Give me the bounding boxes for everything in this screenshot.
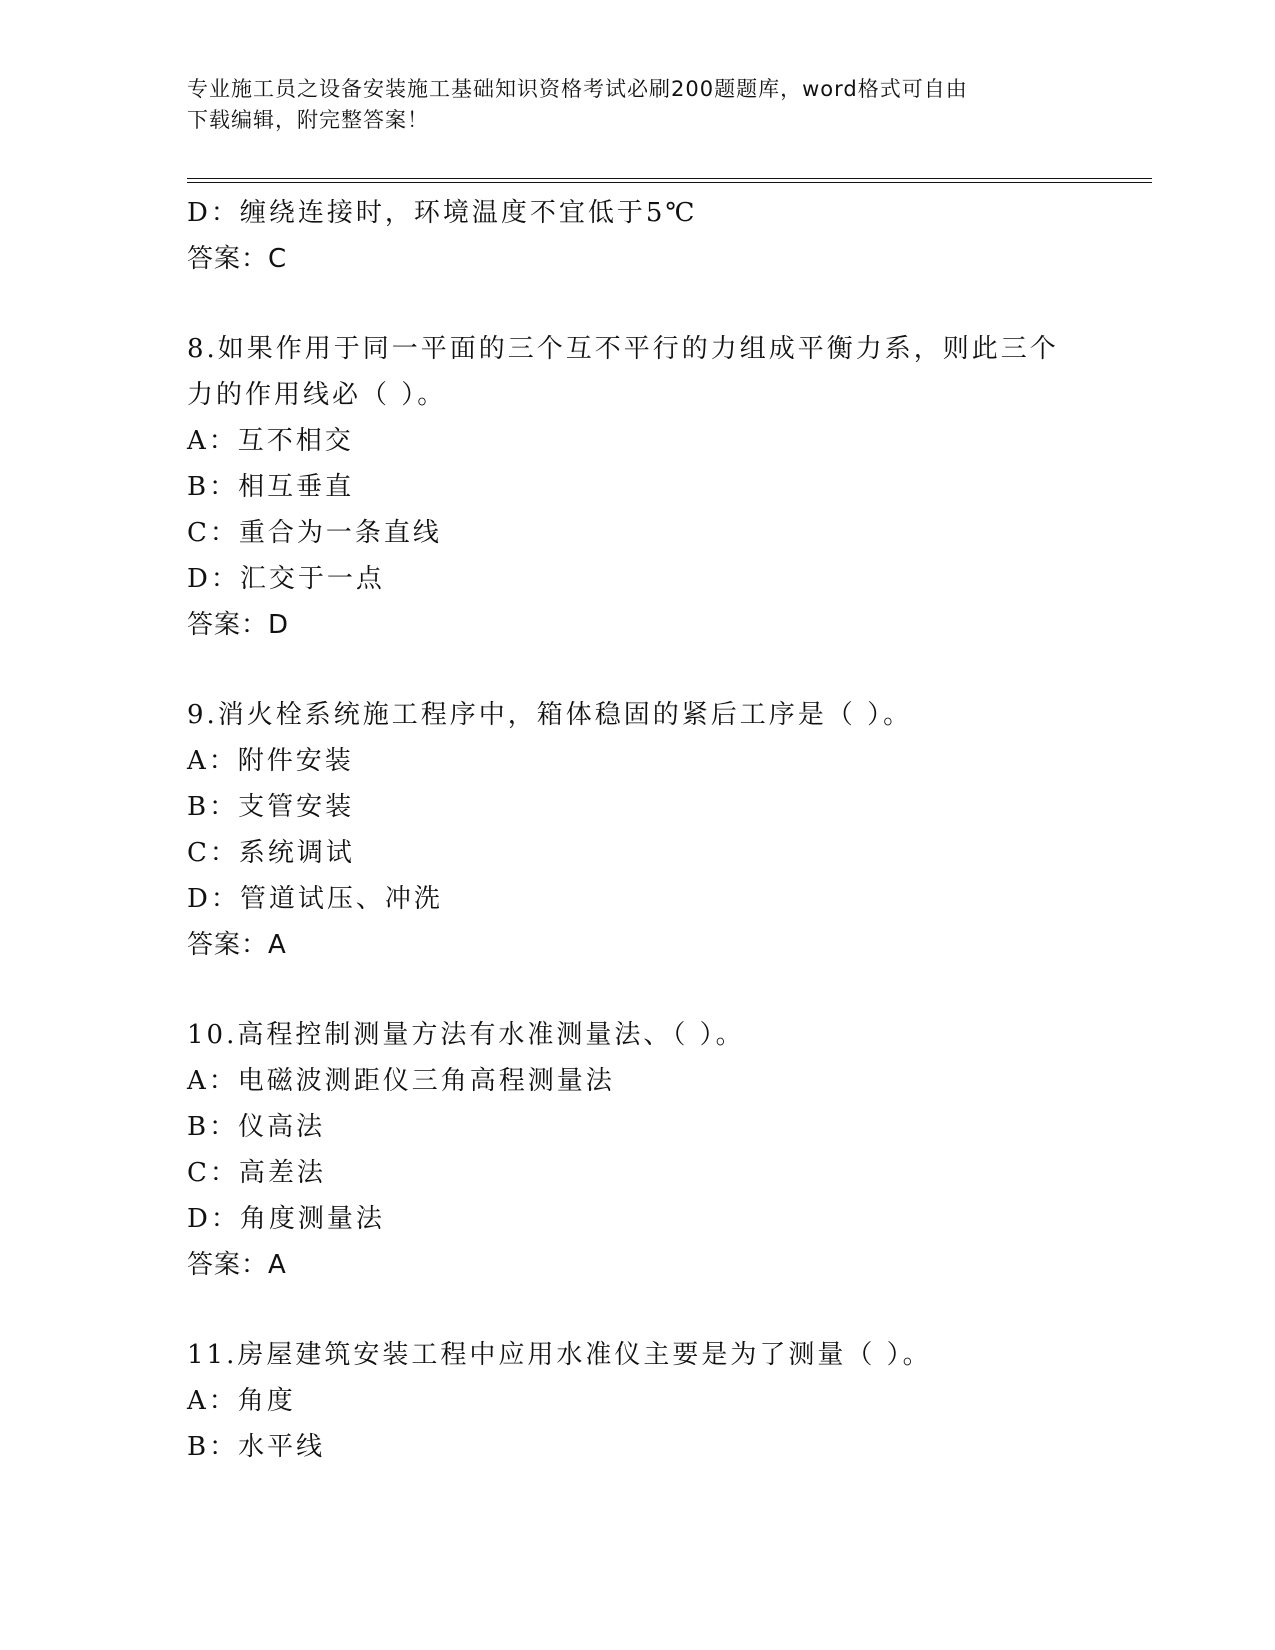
spacer [187,968,1087,1012]
previous-question-tail [187,190,1087,282]
option-a: A：角度 [187,1386,296,1416]
option-d: D：缠绕连接时，环境温度不宜低于5℃ [187,198,698,228]
answer-line: 答案：C [187,244,288,274]
header-line-1: 专业施工员之设备安装施工基础知识资格考试必刷200题题库，word格式可自由 [187,77,968,101]
option-d: D：管道试压、冲洗 [187,884,443,914]
question-list [187,190,1087,1470]
question-10 [187,1012,1087,1288]
spacer [187,648,1087,692]
option-b: B：水平线 [187,1432,326,1462]
answer-line: 答案：A [187,930,287,960]
option-a: A：附件安装 [187,746,354,776]
option-a: A：互不相交 [187,426,354,456]
question-text-continued: 力的作用线必（ ）。 [187,380,447,410]
option-d: D：角度测量法 [187,1204,385,1234]
header-divider [187,178,1152,183]
answer-line: 答案：D [187,610,290,640]
question-9 [187,692,1087,968]
spacer [187,1288,1087,1332]
header-line-2: 下载编辑，附完整答案！ [187,108,429,132]
option-b: B：仪高法 [187,1112,326,1142]
question-11 [187,1332,1087,1470]
option-c: C：高差法 [187,1158,326,1188]
option-d: D：汇交于一点 [187,564,385,594]
question-8 [187,326,1087,648]
option-c: C：重合为一条直线 [187,518,442,548]
document-header [187,74,1067,136]
question-text: 9.消火栓系统施工程序中，箱体稳固的紧后工序是（ ）。 [187,700,913,730]
option-b: B：相互垂直 [187,472,355,502]
question-text: 8.如果作用于同一平面的三个互不平行的力组成平衡力系，则此三个 [187,334,1059,364]
option-a: A：电磁波测距仪三角高程测量法 [187,1066,615,1096]
answer-line: 答案：A [187,1250,287,1280]
spacer [187,282,1087,326]
option-b: B：支管安装 [187,792,355,822]
option-c: C：系统调试 [187,838,355,868]
question-text: 11.房屋建筑安装工程中应用水准仪主要是为了测量（ ）。 [187,1340,932,1370]
question-text: 10.高程控制测量方法有水准测量法、（ ）。 [187,1020,745,1050]
